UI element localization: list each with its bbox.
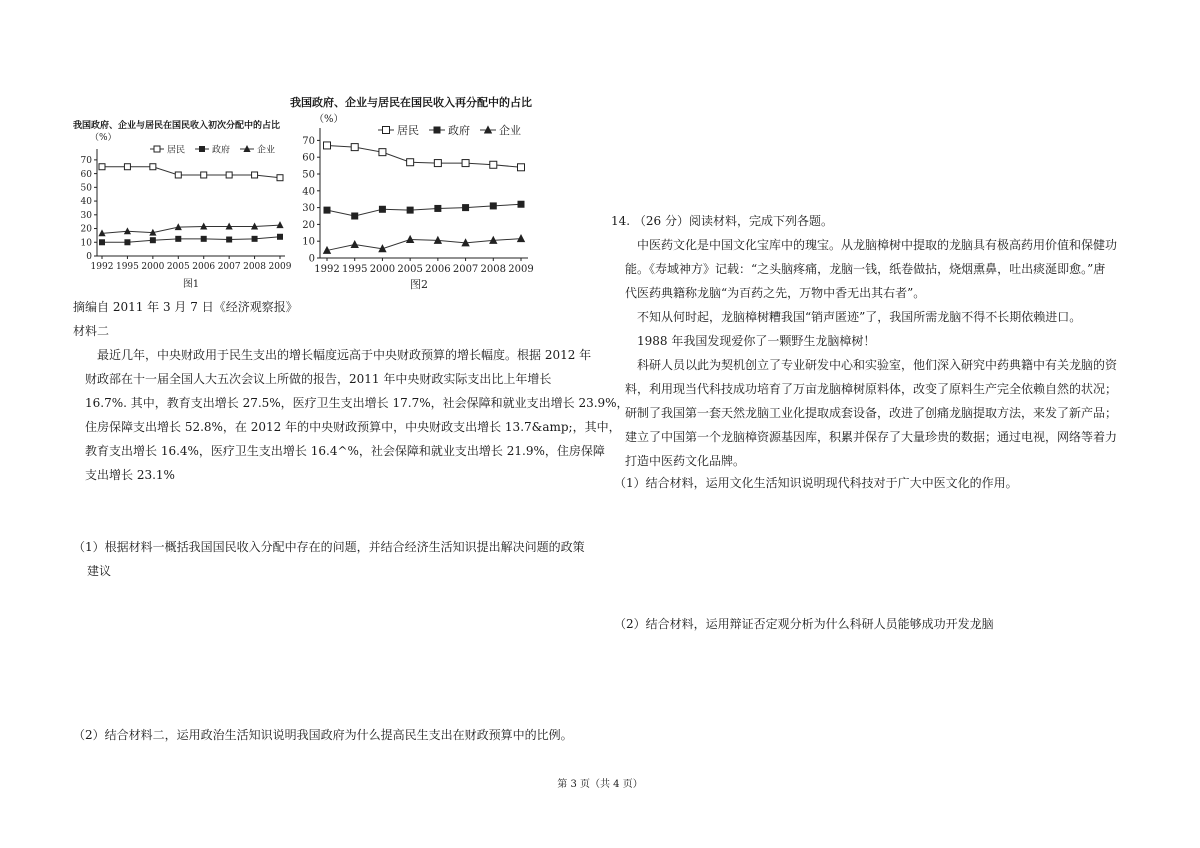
x-tick-label: 2000 [141, 262, 165, 272]
material2-line: 教育支出增长 16.4%，医疗卫生支出增长 16.4^%，社会保障和就业支出增长 21.9%，住房保障 [85, 444, 605, 458]
right-question-1: （1）结合材料，运用文化生活知识说明现代科技对于广大中医文化的作用。 [614, 476, 1018, 490]
chart2 [298, 108, 534, 296]
data-point-open-square [379, 149, 386, 156]
material-line: 代医药典籍称龙脑“为百药之先，万物中香无出其右者”。 [625, 286, 926, 300]
data-point-open-square [277, 175, 283, 181]
material-paragraphs [625, 233, 1117, 473]
material-line: 不知从何时起，龙脑樟树糟我国“销声匿迹”了，我国所需龙脑不得不长期依赖进口。 [637, 310, 1082, 324]
x-tick-label: 2005 [166, 262, 190, 272]
chart-caption: 图1 [182, 279, 200, 290]
material-line: 中医药文化是中国文化宝库中的瑰宝。从龙脑樟树中提取的龙脑具有极高药用价值和保健功 [637, 238, 1118, 252]
material-line: 建立了中国第一个龙脑樟资源基因库，积累并保存了大量珍贵的数据；通过电视，网络等着力 [625, 430, 1118, 444]
data-point-filled-square [434, 127, 441, 134]
page-footer: 第 3 页（共 4 页） [557, 779, 643, 790]
data-point-filled-square [150, 237, 156, 243]
chart1 [70, 128, 295, 296]
y-tick-label: 50 [80, 183, 92, 194]
legend-label: 企业 [499, 124, 521, 138]
data-point-open-square [99, 164, 105, 170]
data-point-open-square [201, 172, 207, 178]
data-point-filled-square [490, 202, 497, 209]
data-point-open-square [462, 160, 469, 167]
data-point-open-square [383, 127, 390, 134]
data-point-open-square [154, 146, 160, 152]
legend-label: 政府 [448, 124, 470, 138]
data-point-filled-square [351, 213, 358, 220]
material2-line: 住房保障支出增长 52.8%，在 2012 年的中央财政预算中，中央财政支出增长 13.7&amp;，其中， [85, 420, 621, 434]
x-tick-label: 1992 [90, 262, 114, 272]
y-tick-label: 70 [80, 156, 92, 167]
material2-line: 最近几年，中央财政用于民生支出的增长幅度远高于中央财政预算的增长幅度。根据 2012 年 [97, 348, 592, 362]
y-tick-label: 0 [86, 252, 92, 263]
data-point-open-square [226, 172, 232, 178]
y-tick-label: 20 [302, 219, 315, 231]
material-line: 科研人员以此为契机创立了专业研发中心和实验室，他们深入研究中药典籍中有关龙脑的资 [637, 358, 1118, 372]
y-tick-label: 70 [302, 135, 315, 147]
y-tick-label: 30 [80, 210, 92, 221]
x-tick-label: 1995 [341, 264, 368, 275]
data-point-open-square [407, 159, 414, 166]
x-tick-label: 2008 [243, 262, 267, 272]
y-tick-label: 0 [308, 253, 315, 265]
x-tick-label: 1992 [314, 264, 340, 275]
y-axis-label: （%） [90, 133, 117, 143]
data-point-triangle [517, 234, 525, 242]
data-point-triangle [276, 221, 283, 228]
data-point-open-square [150, 164, 156, 170]
left-question-2: （2）结合材料二，运用政治生活知识说明我国政府为什么提高民生支出在财政预算中的比例。 [73, 728, 573, 742]
data-point-open-square [252, 172, 258, 178]
chart1-title: 我国政府、企业与居民在国民收入初次分配中的占比 [73, 121, 281, 131]
material-line: 能。《寿域神方》记载：“之头脑疼痛，龙脑一钱，纸卷做拈，烧烟熏鼻，吐出痰涎即愈。”唐 [625, 262, 1106, 276]
x-tick-label: 2009 [268, 262, 292, 272]
y-tick-label: 30 [302, 203, 315, 215]
data-point-filled-square [252, 236, 258, 242]
material-line: 料，利用现当代科技成功培育了万亩龙脑樟树原料体，改变了原料生产完全依赖自然的状况； [625, 382, 1118, 396]
chart-caption: 图2 [410, 278, 428, 291]
material2-text [73, 343, 629, 487]
material2-line: 支出增长 23.1% [85, 468, 175, 482]
x-tick-label: 2008 [480, 264, 507, 275]
data-point-open-square [175, 172, 181, 178]
data-point-filled-square [379, 206, 386, 213]
data-point-triangle [406, 235, 414, 243]
material2-line: 财政部在十一届全国人大五次会议上所做的报告，2011 年中央财政实际支出比上年增长 [85, 372, 552, 386]
data-point-open-square [351, 144, 358, 151]
data-point-triangle [484, 125, 492, 133]
question-14-title: 14. （26 分）阅读材料，完成下列各题。 [611, 214, 833, 228]
data-point-filled-square [518, 201, 525, 208]
x-tick-label: 2007 [217, 262, 241, 272]
x-tick-label: 2006 [425, 264, 451, 275]
data-point-open-square [124, 164, 130, 170]
data-point-filled-square [201, 236, 207, 242]
y-tick-label: 10 [80, 238, 92, 249]
y-tick-label: 50 [302, 169, 315, 181]
data-point-filled-square [277, 234, 283, 240]
left-question-1-cont: 建议 [87, 564, 112, 578]
y-tick-label: 40 [80, 197, 92, 208]
data-point-open-square [518, 164, 525, 171]
material-line: 1988 年我国发现爱你了一颗野生龙脑樟树！ [637, 334, 876, 348]
x-tick-label: 1995 [115, 262, 139, 272]
material-line: 打造中医药文化品牌。 [625, 454, 746, 468]
legend-label: 企业 [257, 145, 276, 156]
y-tick-label: 10 [302, 236, 315, 248]
data-point-filled-square [324, 207, 331, 214]
material2-line: 16.7%. 其中，教育支出增长 27.5%，医疗卫生支出增长 17.7%，社会保障和就业支出增长 23.9%， [85, 396, 629, 410]
data-point-filled-square [407, 207, 414, 214]
legend-label: 居民 [397, 124, 419, 138]
legend-label: 政府 [212, 145, 231, 156]
x-tick-label: 2006 [192, 262, 216, 272]
y-tick-label: 40 [302, 186, 315, 198]
data-point-open-square [324, 142, 331, 149]
chart2-title: 我国政府、企业与居民在国民收入再分配中的占比 [290, 96, 532, 109]
y-tick-label: 60 [302, 152, 315, 164]
x-tick-label: 2007 [452, 264, 479, 275]
legend-label: 居民 [167, 145, 186, 156]
data-point-filled-square [226, 237, 232, 243]
data-point-open-square [434, 160, 441, 167]
x-tick-label: 2005 [397, 264, 423, 275]
left-question-1: （1）根据材料一概括我国国民收入分配中存在的问题，并结合经济生活知识提出解决问题的政策 [73, 540, 585, 554]
data-point-triangle [124, 227, 131, 234]
data-point-filled-square [99, 239, 105, 245]
data-point-triangle [351, 240, 359, 248]
data-point-filled-square [199, 146, 205, 152]
y-tick-label: 60 [80, 169, 92, 180]
x-tick-label: 2009 [508, 264, 534, 275]
data-point-filled-square [434, 205, 441, 212]
y-axis-label: （%） [314, 114, 344, 125]
material2-label: 材料二 [73, 324, 110, 338]
data-point-filled-square [462, 204, 469, 211]
y-tick-label: 20 [80, 224, 92, 235]
data-point-filled-square [124, 239, 130, 245]
source-note: 摘编自 2011 年 3 月 7 日《经济观察报》 [73, 300, 298, 314]
material-line: 研制了我国第一套天然龙脑工业化提取成套设备，改进了创痛龙脑提取方法，来发了新产品； [625, 406, 1118, 420]
right-question-2: （2）结合材料，运用辩证否定观分析为什么科研人员能够成功开发龙脑 [614, 617, 994, 631]
data-point-filled-square [175, 236, 181, 242]
x-tick-label: 2000 [369, 264, 396, 275]
data-point-open-square [490, 161, 497, 168]
